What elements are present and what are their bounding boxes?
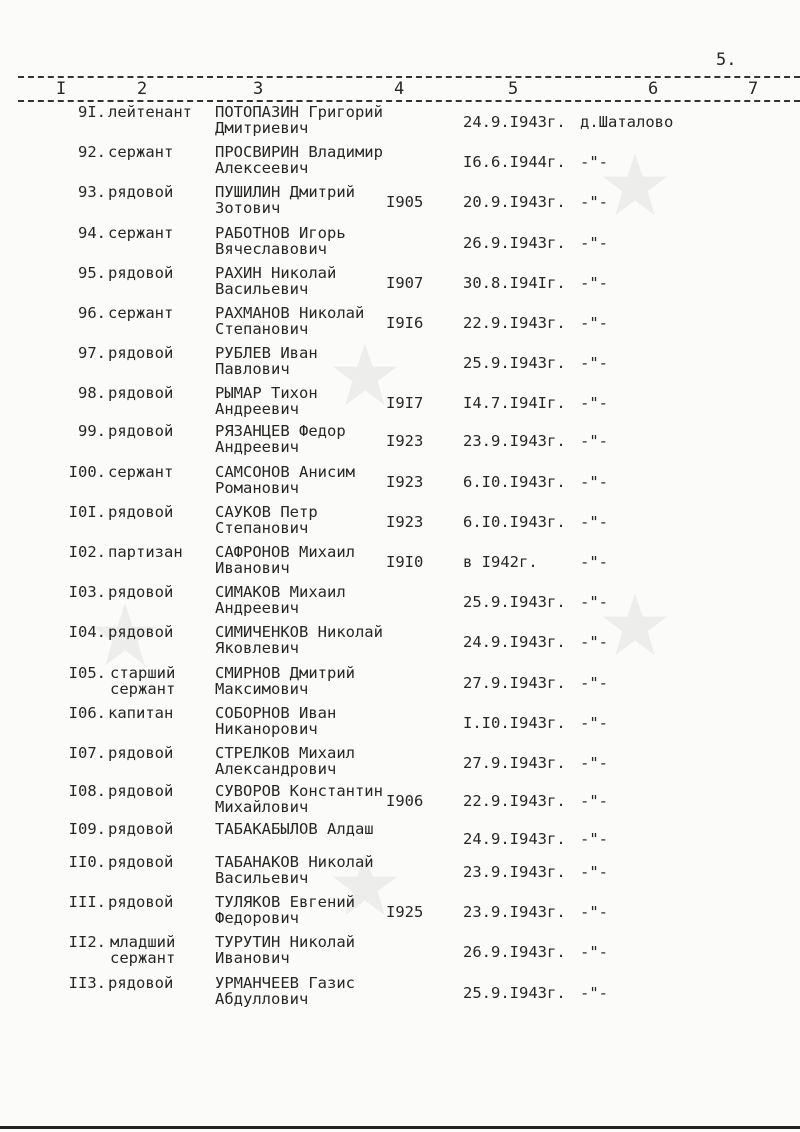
table-row	[0, 665, 800, 701]
surname-and-first-name: СИМАКОВ Михаил	[215, 583, 346, 602]
military-rank: рядовой	[108, 744, 174, 762]
patronymic: Иванович	[215, 949, 290, 968]
row-number: 9I.	[78, 103, 106, 121]
full-name	[215, 745, 410, 777]
table-row	[0, 624, 800, 660]
full-name	[215, 464, 410, 496]
birth-year: I923	[386, 432, 424, 451]
burial-place: -"-	[580, 153, 608, 172]
full-name	[215, 265, 410, 297]
burial-place: -"-	[580, 713, 608, 732]
full-name	[215, 705, 410, 737]
patronymic: Андреевич	[215, 438, 299, 457]
burial-place: -"-	[580, 472, 608, 491]
military-rank: рядовой	[108, 820, 174, 838]
death-date: 23.9.I943г.	[463, 432, 566, 451]
burial-place: -"-	[580, 983, 608, 1002]
patronymic: Иванович	[215, 559, 290, 577]
burial-place: -"-	[580, 943, 608, 962]
surname-and-first-name: РУБЛЕВ Иван	[215, 344, 318, 363]
military-rank: сержант	[108, 223, 174, 242]
military-rank: рядовой	[108, 623, 174, 642]
patronymic: Андреевич	[215, 599, 299, 618]
patronymic: Васильевич	[215, 869, 309, 887]
full-name	[215, 385, 410, 417]
row-number: II3.	[68, 973, 106, 992]
table-row	[0, 584, 800, 620]
row-number: I04.	[68, 623, 106, 642]
row-number: I06.	[68, 703, 106, 722]
table-row	[0, 854, 800, 890]
patronymic: Никанорович	[215, 719, 318, 738]
birth-year: I9I0	[386, 553, 424, 571]
military-rank: сержант	[108, 462, 174, 481]
death-date: 23.9.I943г.	[463, 863, 566, 881]
surname-and-first-name: САУКОВ Петр	[215, 502, 318, 521]
military-rank: сержант	[108, 304, 174, 322]
column-header-3: 3	[253, 79, 264, 99]
row-number: I07.	[68, 744, 106, 762]
military-rank: лейтенант	[108, 103, 192, 121]
death-date: 30.8.I94Iг.	[463, 273, 566, 292]
column-header-2: 2	[137, 79, 148, 99]
row-number: 92.	[78, 143, 106, 162]
death-date: 27.9.I943г.	[463, 754, 566, 772]
patronymic: Зотович	[215, 199, 281, 218]
table-row	[0, 104, 800, 140]
death-date: 24.9.I943г.	[463, 830, 566, 848]
surname-and-first-name: ПОТОПАЗИН Григорий	[215, 103, 383, 121]
table-row	[0, 184, 800, 220]
row-number: II0.	[68, 853, 106, 871]
military-rank: рядовой	[108, 853, 174, 871]
full-name	[215, 894, 410, 926]
surname-and-first-name: РЯЗАНЦЕВ Федор	[215, 422, 346, 441]
death-date: 23.9.I943г.	[463, 903, 566, 922]
birth-year: I906	[386, 792, 424, 810]
death-date: 26.9.I943г.	[463, 943, 566, 962]
burial-place: -"-	[580, 314, 608, 332]
military-rank: старший сержант	[110, 663, 176, 698]
header-dashed-line-top	[18, 76, 800, 78]
burial-place: -"-	[580, 830, 608, 848]
death-date: 25.9.I943г.	[463, 593, 566, 612]
surname-and-first-name: ПРОСВИРИН Владимир	[215, 143, 383, 162]
full-name	[215, 225, 410, 257]
surname-and-first-name: РАХМАНОВ Николай	[215, 304, 365, 322]
patronymic: Абдуллович	[215, 989, 309, 1008]
death-date: 22.9.I943г.	[463, 314, 566, 332]
patronymic: Васильевич	[215, 279, 309, 298]
surname-and-first-name: СТРЕЛКОВ Михаил	[215, 744, 355, 762]
page-number: 5.	[716, 50, 737, 70]
table-row	[0, 265, 800, 301]
column-header-1: I	[56, 79, 67, 99]
birth-year: I905	[386, 193, 424, 212]
burial-place: -"-	[580, 754, 608, 772]
patronymic: Максимович	[215, 679, 309, 698]
burial-place: -"-	[580, 512, 608, 531]
table-row	[0, 464, 800, 500]
full-name	[215, 305, 410, 337]
full-name	[215, 584, 410, 616]
patronymic: Андреевич	[215, 400, 299, 419]
burial-place: -"-	[580, 593, 608, 612]
burial-place: -"-	[580, 432, 608, 451]
row-number: 99.	[78, 422, 106, 441]
surname-and-first-name: РАБОТНОВ Игорь	[215, 223, 346, 242]
burial-place: -"-	[580, 903, 608, 922]
full-name	[215, 345, 410, 377]
surname-and-first-name: РАХИН Николай	[215, 263, 337, 282]
row-number: 94.	[78, 223, 106, 242]
full-name	[215, 934, 410, 966]
burial-place: -"-	[580, 394, 608, 413]
surname-and-first-name: РЫМАР Тихон	[215, 384, 318, 403]
death-date: 25.9.I943г.	[463, 983, 566, 1002]
column-header-6: 6	[648, 79, 659, 99]
patronymic: Михайлович	[215, 798, 309, 816]
military-rank: сержант	[108, 143, 174, 162]
death-date: 24.9.I943г.	[463, 633, 566, 652]
patronymic: Алексеевич	[215, 159, 309, 178]
military-rank: рядовой	[108, 344, 174, 363]
table-row	[0, 975, 800, 1011]
death-date: 6.I0.I943г.	[463, 512, 566, 531]
row-number: I00.	[68, 462, 106, 481]
surname-and-first-name: САМСОНОВ Анисим	[215, 462, 355, 481]
burial-place: -"-	[580, 553, 608, 571]
surname-and-first-name: ТАБАНАКОВ Николай	[215, 853, 374, 871]
burial-place: -"-	[580, 633, 608, 652]
column-header-7: 7	[748, 79, 759, 99]
row-number: I08.	[68, 782, 106, 800]
row-number: I03.	[68, 583, 106, 602]
row-number: 97.	[78, 344, 106, 363]
birth-year: I925	[386, 903, 424, 922]
burial-place: -"-	[580, 233, 608, 252]
table-row	[0, 504, 800, 540]
military-rank: партизан	[108, 543, 183, 561]
burial-place: д.Шаталово	[580, 113, 674, 131]
surname-and-first-name: ТУРУТИН Николай	[215, 933, 355, 952]
patronymic: Федорович	[215, 909, 299, 928]
full-name	[215, 783, 410, 815]
row-number: 93.	[78, 183, 106, 202]
birth-year: I923	[386, 472, 424, 491]
table-row	[0, 894, 800, 930]
row-number: III.	[68, 893, 106, 912]
death-date: I.I0.I943г.	[463, 713, 566, 732]
military-rank: младший сержант	[110, 933, 176, 968]
burial-place: -"-	[580, 673, 608, 692]
patronymic: Степанович	[215, 518, 309, 537]
death-date: 22.9.I943г.	[463, 792, 566, 810]
table-row	[0, 745, 800, 781]
birth-year: I9I6	[386, 314, 424, 332]
surname-and-first-name: САФРОНОВ Михаил	[215, 543, 355, 561]
table-row	[0, 705, 800, 741]
row-number: 95.	[78, 263, 106, 282]
death-date: 26.9.I943г.	[463, 233, 566, 252]
full-name	[215, 544, 410, 576]
full-name	[215, 144, 410, 176]
surname-and-first-name: СИМИЧЕНКОВ Николай	[215, 623, 383, 642]
row-number: I05.	[68, 663, 106, 682]
table-row	[0, 783, 800, 819]
death-date: I6.6.I944г.	[463, 153, 566, 172]
birth-year: I9I7	[386, 394, 424, 413]
row-number: II2.	[68, 933, 106, 952]
surname-and-first-name: ПУШИЛИН Дмитрий	[215, 183, 355, 202]
patronymic: Дмитриевич	[215, 119, 309, 137]
table-row	[0, 144, 800, 180]
row-number: 98.	[78, 384, 106, 403]
table-row	[0, 544, 800, 580]
table-row	[0, 385, 800, 421]
military-rank: рядовой	[108, 502, 174, 521]
table-row	[0, 423, 800, 459]
birth-year: I923	[386, 512, 424, 531]
military-rank: рядовой	[108, 782, 174, 800]
row-number: I02.	[68, 543, 106, 561]
patronymic: Александрович	[215, 760, 337, 778]
death-date: I4.7.I94Iг.	[463, 394, 566, 413]
full-name	[215, 821, 410, 837]
patronymic: Яковлевич	[215, 639, 299, 658]
death-date: 27.9.I943г.	[463, 673, 566, 692]
military-rank: рядовой	[108, 263, 174, 282]
table-row	[0, 345, 800, 381]
page-bottom-edge	[0, 1126, 800, 1129]
death-date: 24.9.I943г.	[463, 113, 566, 131]
military-rank: рядовой	[108, 893, 174, 912]
military-rank: капитан	[108, 703, 174, 722]
full-name	[215, 184, 410, 216]
burial-place: -"-	[580, 273, 608, 292]
column-header-5: 5	[508, 79, 519, 99]
surname-and-first-name: УРМАНЧЕЕВ Газис	[215, 973, 355, 992]
full-name	[215, 665, 410, 697]
surname-and-first-name: ТУЛЯКОВ Евгений	[215, 893, 355, 912]
table-row	[0, 305, 800, 341]
header-dashed-line-bottom	[18, 100, 800, 102]
burial-place: -"-	[580, 193, 608, 212]
death-date: в I942г.	[463, 553, 538, 571]
patronymic: Павлович	[215, 360, 290, 379]
full-name	[215, 975, 410, 1007]
military-rank: рядовой	[108, 422, 174, 441]
surname-and-first-name: СУВОРОВ Константин	[215, 782, 383, 800]
burial-place: -"-	[580, 792, 608, 810]
full-name	[215, 624, 410, 656]
row-number: I09.	[68, 820, 106, 838]
surname-and-first-name: СМИРНОВ Дмитрий	[215, 663, 355, 682]
column-header-4: 4	[394, 79, 405, 99]
full-name	[215, 423, 410, 455]
table-row	[0, 934, 800, 970]
death-date: 25.9.I943г.	[463, 354, 566, 373]
burial-place: -"-	[580, 863, 608, 881]
military-rank: рядовой	[108, 583, 174, 602]
military-rank: рядовой	[108, 973, 174, 992]
full-name	[215, 854, 410, 886]
table-row	[0, 225, 800, 261]
full-name	[215, 504, 410, 536]
military-rank: рядовой	[108, 183, 174, 202]
full-name	[215, 104, 410, 136]
death-date: 6.I0.I943г.	[463, 472, 566, 491]
patronymic: Романович	[215, 478, 299, 497]
patronymic: Вячеславович	[215, 239, 327, 258]
row-number: 96.	[78, 304, 106, 322]
military-rank: рядовой	[108, 384, 174, 403]
surname-and-first-name: ТАБАКАБЫЛОВ Алдаш	[215, 820, 374, 838]
burial-place: -"-	[580, 354, 608, 373]
row-number: I0I.	[68, 502, 106, 521]
birth-year: I907	[386, 273, 424, 292]
death-date: 20.9.I943г.	[463, 193, 566, 212]
surname-and-first-name: СОБОРНОВ Иван	[215, 703, 337, 722]
table-row	[0, 821, 800, 857]
patronymic: Степанович	[215, 320, 309, 338]
